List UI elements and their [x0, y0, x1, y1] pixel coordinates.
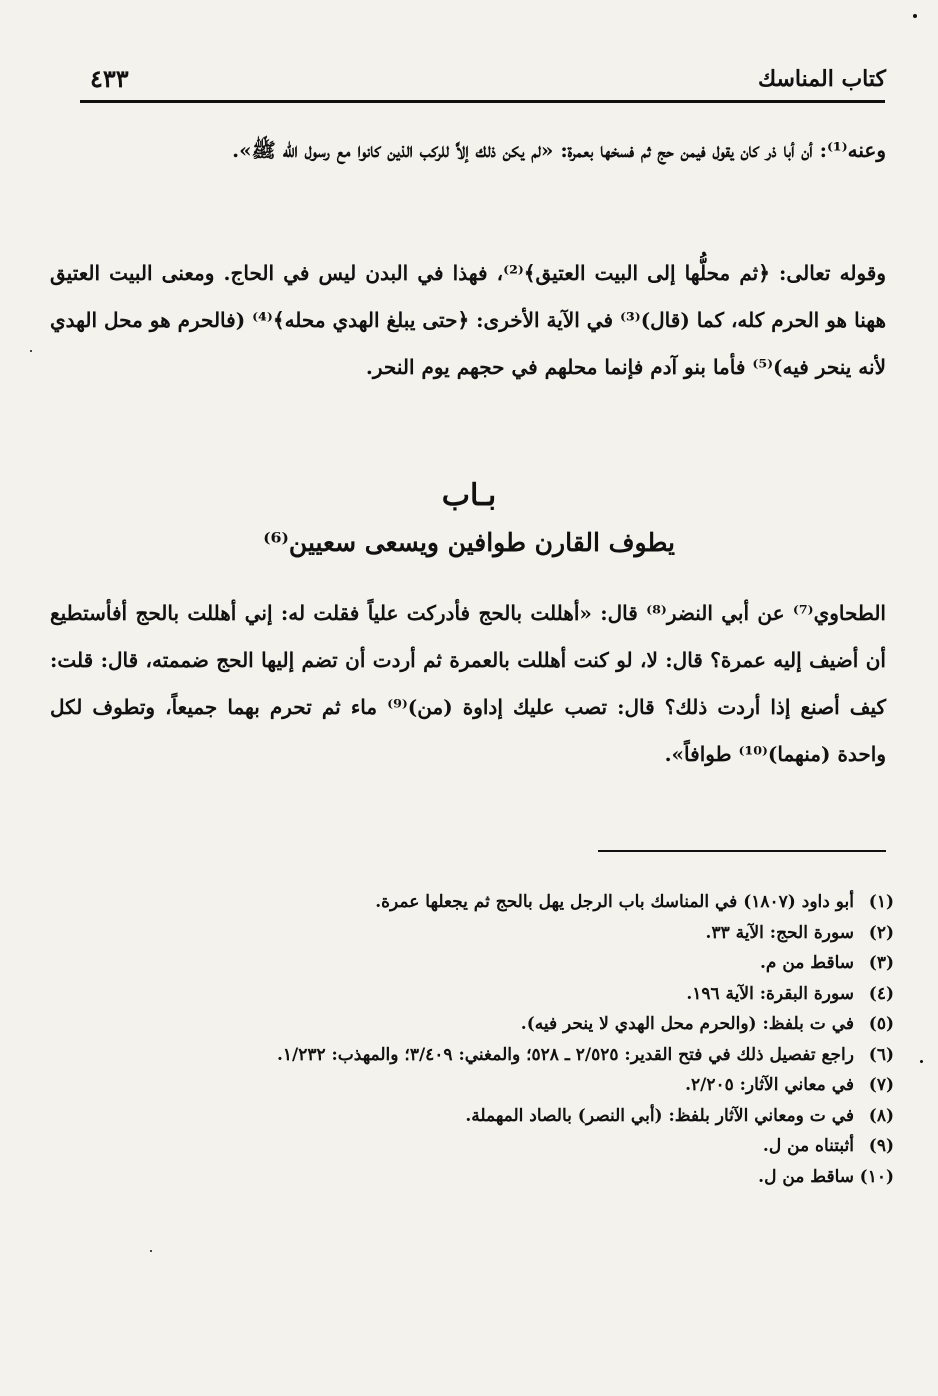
- footnote-item: [52, 1101, 894, 1132]
- footnote-item: [52, 1131, 894, 1162]
- footnote-number: (٣): [868, 953, 894, 973]
- footnote-number: (٩): [868, 1136, 894, 1156]
- footnote-item: [52, 1040, 894, 1071]
- footnote-text: أثبتناه من ل.: [762, 1136, 854, 1156]
- footnote-number: (٧): [868, 1075, 894, 1095]
- header-rule: [80, 100, 885, 103]
- footnote-text: راجع تفصيل ذلك في فتح القدير: ٢/٥٢٥ ـ ٥٢٨؛ والمغني: ٣/٤٠٩؛ والمهذب: ١/٢٣٢.: [276, 1044, 854, 1065]
- scan-speck: [30, 350, 32, 352]
- footnote-text: أبو داود (١٨٠٧) في المناسك باب الرجل يهل بالحج ثم يجعلها عمرة.: [375, 892, 854, 912]
- footnote-item: [52, 887, 894, 918]
- footnote-number: (٢): [868, 922, 894, 943]
- footnote-text: ساقط من ل.: [758, 1166, 854, 1187]
- scan-speck: [913, 14, 917, 18]
- footnote-number: (٨): [868, 1105, 894, 1126]
- footnote-item: [52, 948, 894, 979]
- chapter-heading: بـاب: [441, 478, 497, 513]
- footnote-item: [52, 1162, 894, 1193]
- footnote-number: (٤): [868, 983, 894, 1004]
- footnote-text: سورة البقرة: الآية ١٩٦.: [686, 983, 854, 1004]
- scan-speck: [920, 1060, 923, 1063]
- footnotes-list: [52, 887, 894, 1192]
- footnote-text: في ت بلفظ: (والحرم محل الهدي لا ينحر فيه).: [520, 1014, 854, 1034]
- running-header-title: كتاب المناسك: [757, 66, 886, 92]
- footnote-text: في ت ومعاني الآثار بلفظ: (أبي النصر) بالصاد المهملة.: [465, 1105, 854, 1126]
- footnote-number: (٦): [868, 1044, 894, 1065]
- footnote-text: ساقط من م.: [759, 953, 854, 973]
- page-number: ٤٣٣: [90, 64, 129, 93]
- footnote-item: [52, 1070, 894, 1101]
- footnote-number: (١٠): [859, 1166, 894, 1187]
- footnote-item: [52, 1009, 894, 1040]
- footnote-item: [52, 918, 894, 949]
- paragraph-abu-dhar: وعنه⁽¹⁾: أن أبا ذر كان يقول فيمن حج ثم فسخها بعمرة: «لم يكن ذلك إلاَّ للركب الذين كانوا مع رسول الله ﷺ».: [232, 138, 886, 162]
- footnote-number: (١): [868, 892, 894, 912]
- footnote-text: سورة الحج: الآية ٣٣.: [705, 922, 854, 943]
- scan-speck: [150, 1250, 152, 1252]
- paragraph-bayt-atiq: وقوله تعالى: ﴿ثم محلُّها إلى البيت العتيق﴾⁽²⁾، فهذا في البدن ليس في الحاج. ومعنى البيت العتيق ههنا هو الحرم كله، كما (قال)⁽³⁾ في الآية الأخرى: ﴿حتى يبلغ الهدي محله﴾⁽⁴⁾ (فالحرم هو محل الهدي لأنه ينحر فيه)⁽⁵⁾ فأما بنو آدم فإنما محلهم في حجهم يوم النحر.: [50, 261, 887, 379]
- paragraph-tahawi: الطحاوي⁽⁷⁾ عن أبي النضر⁽⁸⁾ قال: «أهللت بالحج فأدركت علياً فقلت له: إني أهللت بالحج أفأستطيع أن أضيف إليه عمرة؟ قال: لا، لو كنت أهللت بالعمرة ثم أردت أن تضم إليها الحج ضممته، قال: قلت: كيف أصنع إذا أردت ذلك؟ قال: تصب عليك إداوة (من)⁽⁹⁾ ماء ثم تحرم بهما جميعاً، وتطوف لكل واحدة (منهما)⁽¹⁰⁾ طوافاً».: [50, 601, 887, 766]
- chapter-title: يطوف القارن طوافين ويسعى سعيين⁽⁶⁾: [263, 528, 675, 557]
- footnote-text: في معاني الآثار: ٢/٢٠٥.: [685, 1075, 854, 1095]
- footnote-number: (٥): [868, 1014, 894, 1034]
- footnote-item: [52, 979, 894, 1010]
